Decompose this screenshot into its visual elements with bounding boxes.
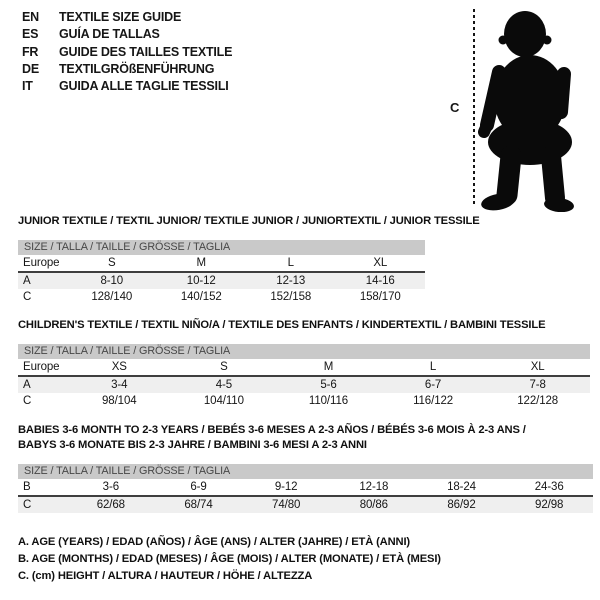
legend-line: A. AGE (YEARS) / EDAD (AÑOS) / ÂGE (ANS) / ALTER (JAHRE) / ETÀ (ANNI) [18, 536, 410, 548]
row-label-cell: A [23, 379, 31, 391]
value-cell: 10-12 [186, 275, 216, 287]
value-cell: 104/110 [203, 395, 244, 407]
table-row [18, 393, 590, 409]
section-title-line: JUNIOR TEXTILE / TEXTIL JUNIOR/ TEXTILE JUNIOR / JUNIORTEXTIL / JUNIOR TESSILE [18, 215, 480, 227]
language-code: EN [22, 10, 39, 24]
value-cell: 9-12 [274, 481, 298, 493]
value-cell: M [323, 361, 334, 373]
section-childrens-textile [18, 318, 590, 409]
value-cell: 116/122 [413, 395, 454, 407]
row-label-cell: C [23, 291, 32, 303]
row-label-cell: Europe [23, 257, 60, 269]
legend-line: C. (cm) HEIGHT / ALTURA / HAUTEUR / HÖHE / ALTEZZA [18, 569, 313, 582]
section-title-line: CHILDREN'S TEXTILE / TEXTIL NIÑO/A / TEXTILE DES ENFANTS / KINDERTEXTIL / BAMBINI TESSILE [18, 319, 546, 331]
value-cell: 3-4 [111, 379, 128, 391]
language-row [22, 9, 232, 26]
value-cell: 12-13 [276, 275, 306, 287]
value-cell: 122/128 [517, 395, 559, 407]
value-cell: S [220, 361, 228, 373]
value-cell: 110/116 [308, 395, 349, 407]
value-cell: XS [111, 361, 127, 373]
row-label-cell: B [23, 481, 31, 493]
value-cell: 7-8 [529, 379, 546, 391]
value-cell: 98/104 [102, 395, 137, 407]
section-title [18, 423, 593, 453]
value-cell: 14-16 [365, 275, 395, 287]
value-cell: L [287, 257, 294, 269]
value-cell: XL [373, 257, 388, 269]
table-row [18, 359, 590, 377]
value-cell: 8-10 [100, 275, 124, 287]
value-cell: M [196, 257, 206, 269]
value-cell: 86/92 [447, 499, 476, 511]
legend-line: B. AGE (MONTHS) / EDAD (MESES) / ÂGE (MOIS) / ALTER (MONATE) / ETÀ (MESI) [18, 552, 441, 565]
value-cell: S [107, 257, 116, 269]
section-title [18, 318, 590, 333]
language-code: DE [22, 61, 39, 76]
baby-silhouette-icon [478, 6, 600, 212]
section-junior-textile [18, 214, 480, 305]
language-code: FR [22, 44, 39, 59]
value-cell: 140/152 [180, 291, 222, 303]
value-cell: 158/170 [359, 291, 401, 303]
row-label-cell: C [23, 499, 32, 511]
value-cell: 3-6 [102, 481, 119, 493]
value-cell: L [429, 361, 437, 373]
value-cell: 74/80 [272, 499, 301, 511]
size-table [18, 344, 590, 409]
value-cell: 92/98 [535, 499, 564, 511]
table-row [18, 255, 425, 273]
language-row [22, 78, 232, 95]
row-label-cell: A [23, 275, 31, 287]
value-cell: 128/140 [91, 291, 133, 303]
value-cell: 68/74 [184, 499, 213, 511]
section-title-line: BABYS 3-6 MONATE BIS 2-3 JAHRE / BAMBINI 3-6 MESI A 2-3 ANNI [18, 439, 367, 451]
value-cell: 5-6 [320, 379, 337, 391]
section-title-line: BABIES 3-6 MONTH TO 2-3 YEARS / BEBÉS 3-6 MESES A 2-3 AÑOS / BÉBÉS 3-6 MOIS À 2-3 ANS / [18, 424, 526, 436]
size-table [18, 464, 593, 513]
section-title [18, 214, 480, 229]
section-babies-textile [18, 423, 593, 513]
language-row [22, 61, 232, 78]
table-row [18, 497, 593, 513]
value-cell: XL [530, 361, 545, 373]
value-cell: 80/86 [359, 499, 388, 511]
language-code: IT [22, 79, 33, 94]
language-label: TEXTILE SIZE GUIDE [59, 10, 182, 24]
value-cell: 6-9 [190, 481, 207, 493]
value-cell: 62/68 [96, 499, 125, 511]
language-label: TEXTILGRÖßENFÜHRUNG [59, 61, 215, 76]
value-cell: 6-7 [424, 379, 442, 391]
height-measure-label: C [450, 100, 460, 115]
value-cell: 24-36 [534, 481, 564, 493]
language-label: GUÍA DE TALLAS [59, 27, 160, 42]
language-list [22, 9, 232, 95]
value-cell: 4-5 [215, 379, 233, 391]
language-code: ES [22, 27, 39, 42]
language-label: GUIDA ALLE TAGLIE TESSILI [59, 79, 229, 94]
table-row [18, 273, 425, 289]
value-cell: 152/158 [270, 291, 312, 303]
row-label-cell: C [23, 395, 32, 407]
size-table-header-bar: SIZE / TALLA / TAILLE / GRÖSSE / TAGLIA [18, 464, 593, 479]
table-row [18, 377, 590, 393]
size-table-header-bar: SIZE / TALLA / TAILLE / GRÖSSE / TAGLIA [18, 240, 425, 255]
height-measure-dashed-line [473, 9, 475, 207]
row-label-cell: Europe [23, 361, 60, 373]
table-row [18, 479, 593, 497]
size-table-header-bar: SIZE / TALLA / TAILLE / GRÖSSE / TAGLIA [18, 344, 590, 359]
value-cell: 12-18 [359, 481, 389, 493]
language-label: GUIDE DES TAILLES TEXTILE [59, 44, 233, 59]
legend [18, 534, 441, 584]
language-row [22, 26, 232, 43]
table-row [18, 289, 425, 305]
size-table [18, 240, 425, 305]
value-cell: 18-24 [447, 481, 476, 493]
language-row [22, 44, 232, 61]
